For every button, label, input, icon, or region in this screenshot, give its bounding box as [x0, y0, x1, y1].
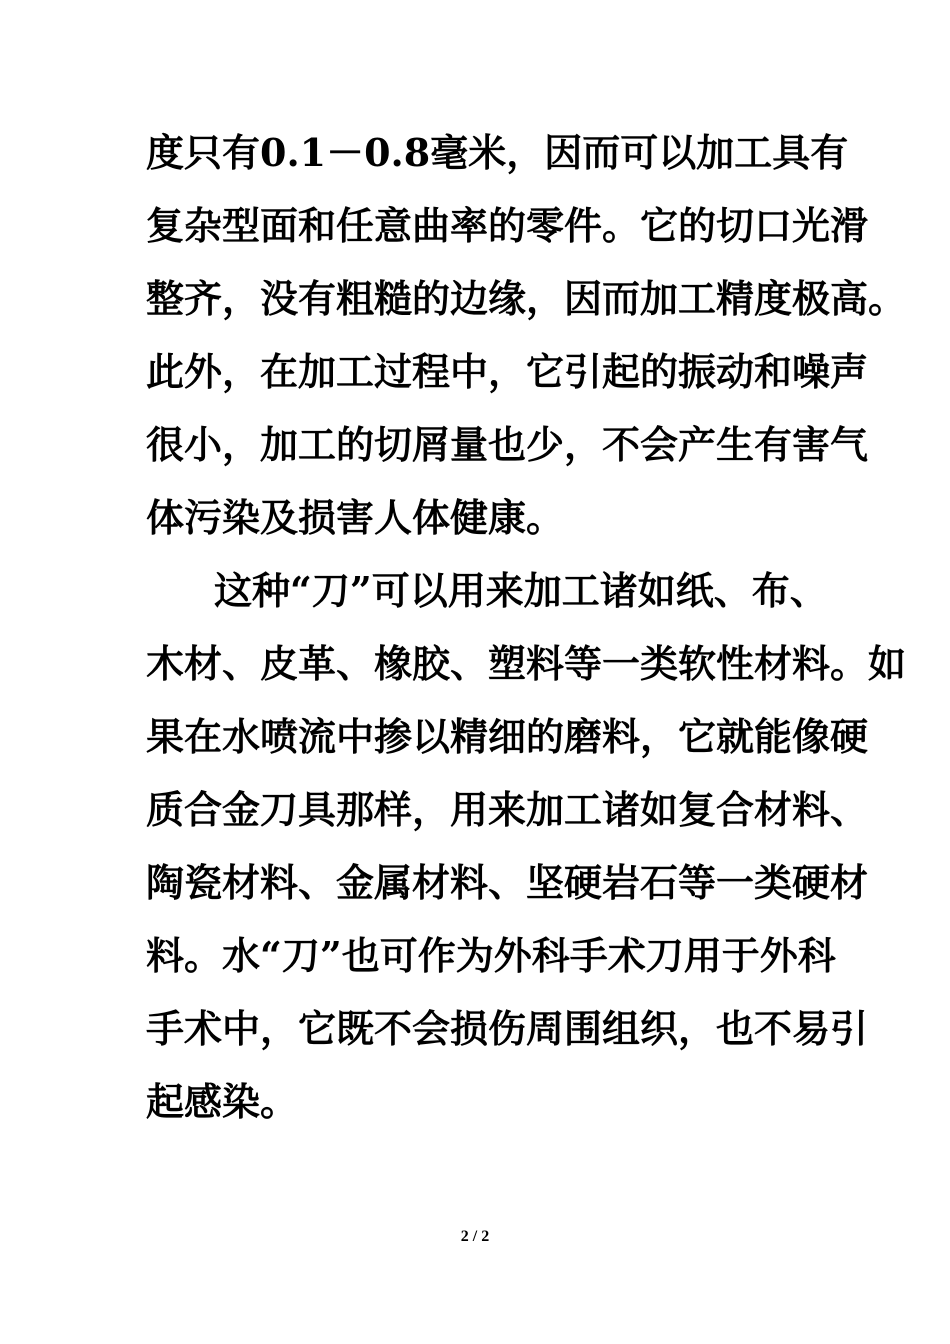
text-line: 料。水“刀”也可作为外科手术刀用于外科: [146, 933, 836, 978]
text-line: 起感染。: [146, 1079, 299, 1124]
paragraph-first-line: 这种“刀”可以用来加工诸如纸、布、: [214, 568, 828, 613]
text-line: 度只有0.1－0.8毫米，因而可以加工具有: [146, 130, 849, 175]
text-line: 手术中，它既不会损伤周围组织，也不易引: [146, 1006, 869, 1051]
text-line: 质合金刀具那样，用来加工诸如复合材料、: [146, 787, 869, 832]
text-line: 陶瓷材料、金属材料、坚硬岩石等一类硬材: [146, 860, 869, 905]
page-number: 2 / 2: [460, 1228, 490, 1245]
text-line: 体污染及损害人体健康。: [146, 495, 565, 540]
text-line: 木材、皮革、橡胶、塑料等一类软性材料。如: [146, 641, 907, 686]
text-line: 果在水喷流中掺以精细的磨料，它就能像硬: [146, 714, 869, 759]
text-line: 此外，在加工过程中，它引起的振动和噪声: [146, 349, 869, 394]
text-line: 很小，加工的切屑量也少，不会产生有害气: [146, 422, 869, 467]
text-line: 复杂型面和任意曲率的零件。它的切口光滑: [146, 203, 869, 248]
text-line: 整齐，没有粗糙的边缘，因而加工精度极高。: [146, 276, 907, 321]
document-body: [146, 116, 907, 1138]
